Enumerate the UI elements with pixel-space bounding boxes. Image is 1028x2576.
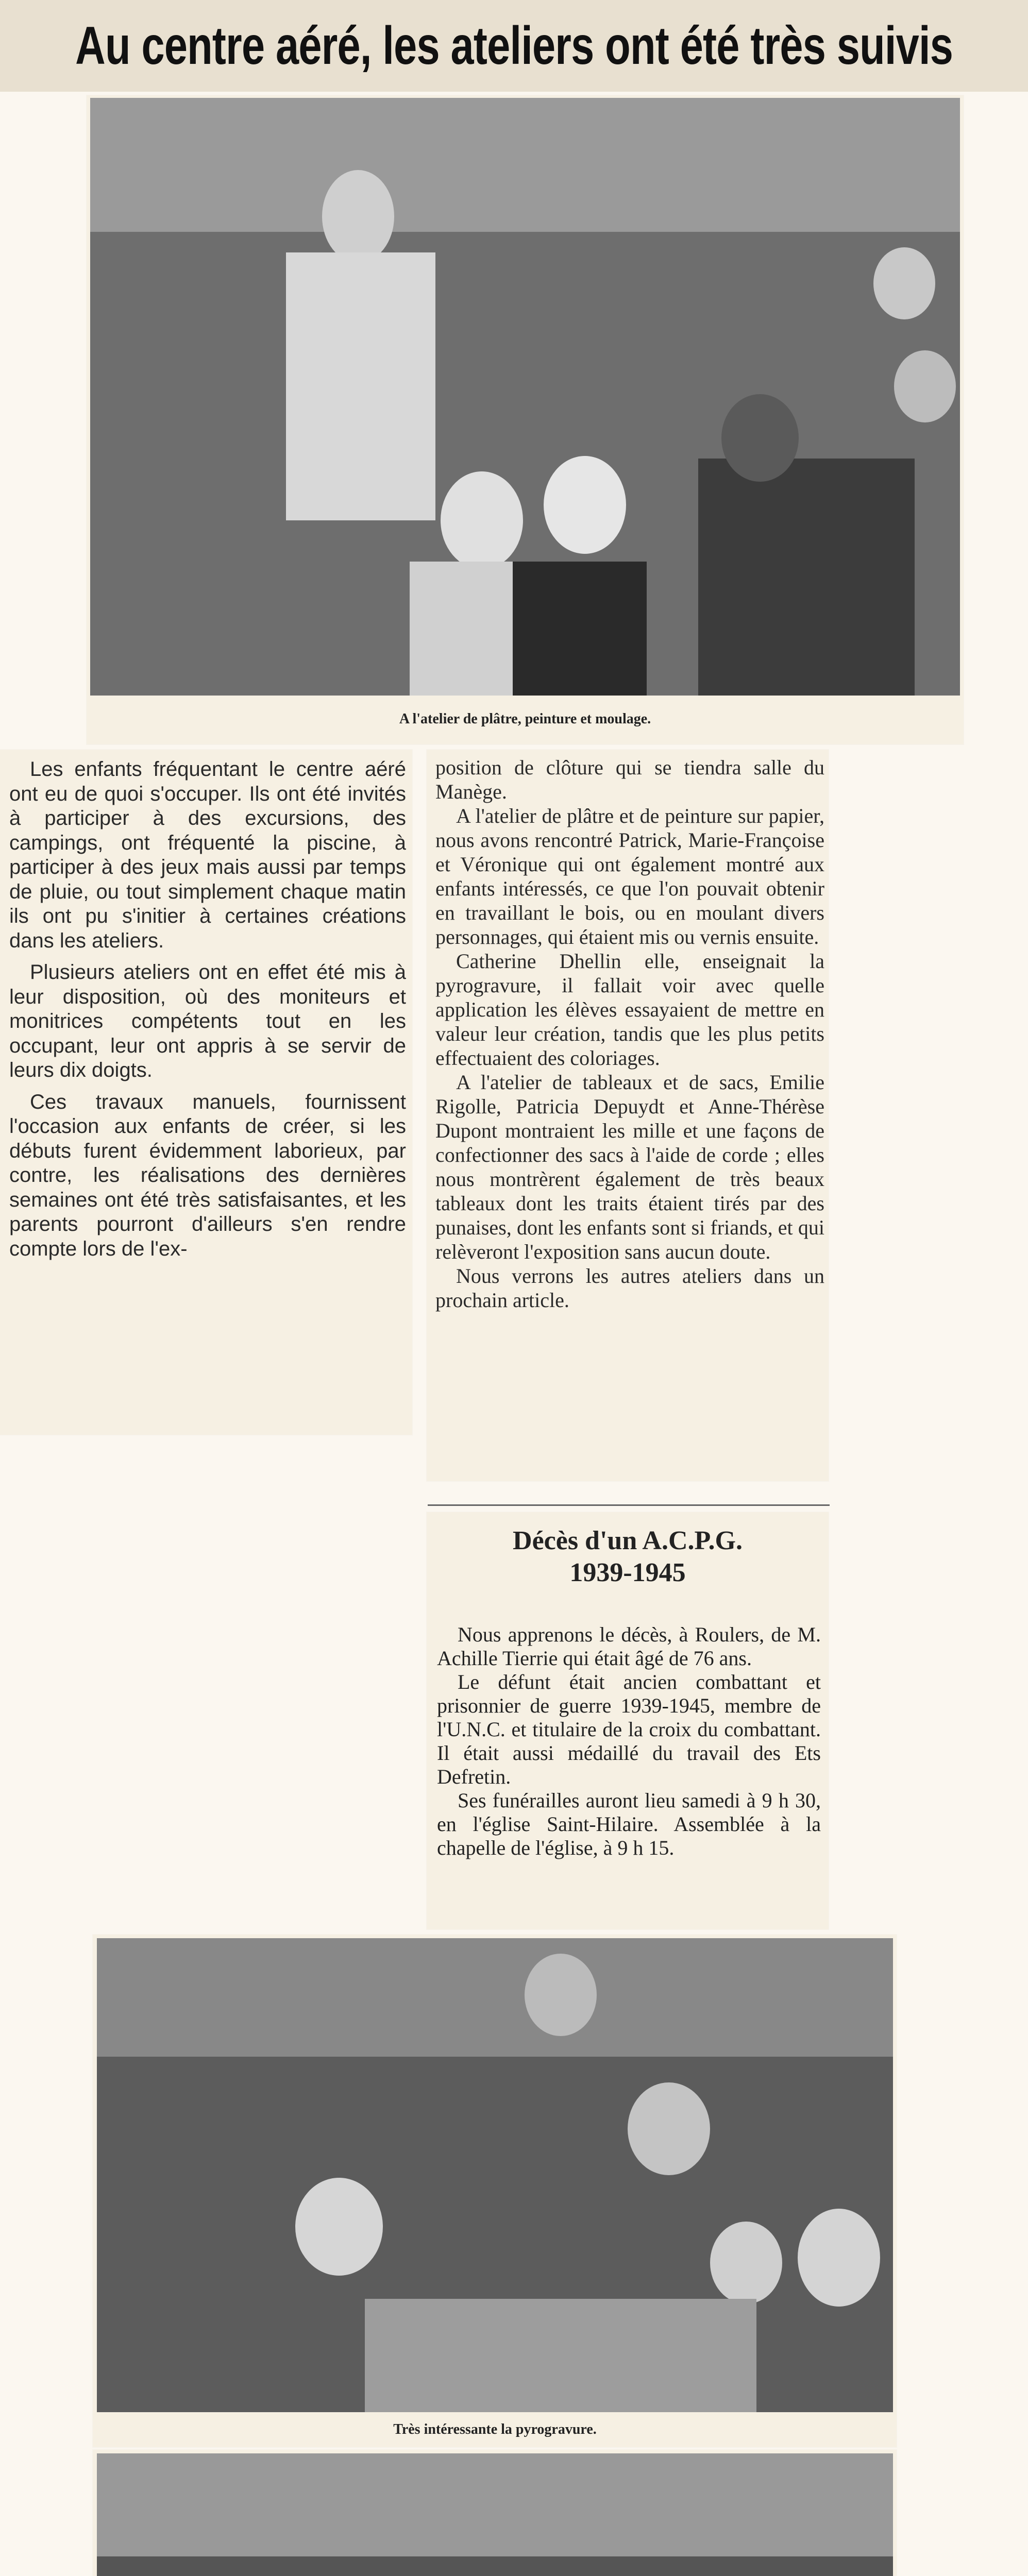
left-paragraph-1: Les enfants fréquentant le centre aéré ont eu de quoi s'occuper. Ils ont été invités à participer à des excursions, des campings, ont fréquenté la piscine, à participer à des jeux mais aussi par temps de pluie, ou tout simplement chaque matin ils ont pu s'initier à certaines créations dans les ateliers. [9, 758, 406, 952]
left-paragraph-2: Plusieurs ateliers ont en effet été mis à leur disposition, où des moniteurs et monitrices compétents tout en les occupant, leur ont appris à se servir de leurs dix doigts. [9, 961, 406, 1081]
photo-bag-workshop [97, 2453, 893, 2576]
photo-2-caption: Très intéressante la pyrogravure. [393, 2421, 597, 2437]
right-paragraph-3: Catherine Dhellin elle, enseignait la pyrogravure, il fallait voir avec quelle application les élèves essayaient de mettre en valeur leur création, tandis que les plus petits effectuaient des coloriages. [435, 950, 824, 1070]
left-paragraph-3: Ces travaux manuels, fournissent l'occasion aux enfants de créer, si les débuts furent évidemment laborieux, par contre, les réalisations des dernières semaines ont été très satisfaisantes, et les parents pourront d'ailleurs s'en rendre compte lors de l'ex- [9, 1090, 406, 1260]
photo-3-placeholder [97, 2453, 893, 2576]
photo-1-placeholder [90, 98, 960, 696]
article-left-column [9, 757, 406, 1261]
headline-text: Au centre aéré, les ateliers ont été très suivis [75, 15, 953, 76]
death-paragraph-3: Ses funérailles auront lieu samedi à 9 h 30, en l'église Saint-Hilaire. Assemblée à la chapelle de l'église, à 9 h 15. [437, 1789, 821, 1859]
article-right-column [435, 755, 824, 1312]
right-paragraph-4: A l'atelier de tableaux et de sacs, Emilie Rigolle, Patricia Depuydt et Anne-Thérèse Dupont montraient les mille et une façons de confectionner des sacs à l'aide de corde ; elles nous montrèrent également de très beaux tableaux dont les traits étaient tirés par des punaises, dont les enfants sont si friands, et qui relèveront l'exposition sans aucun doute. [435, 1071, 824, 1263]
death-notice-rule [428, 1504, 830, 1506]
photo-plaster-workshop [90, 98, 960, 696]
death-title-line1: Décès d'un A.C.P.G. [513, 1526, 743, 1555]
death-title-line2: 1939-1945 [569, 1558, 686, 1587]
right-paragraph-1: position de clôture qui se tiendra salle du Manège. [435, 756, 824, 803]
death-paragraph-1: Nous apprenons le décès, à Roulers, de M. Achille Tierrie qui était âgé de 76 ans. [437, 1623, 821, 1670]
photo-1-caption: A l'atelier de plâtre, peinture et moulage. [399, 711, 651, 727]
death-notice-body [437, 1623, 821, 1860]
right-paragraph-2: A l'atelier de plâtre et de peinture sur papier, nous avons rencontré Patrick, Marie-Françoise et Véronique qui ont également montré aux enfants intéressés, ce que l'on pouvait obtenir en travaillant le bois, ou en moulant divers personnages, qui étaient mis ou vernis ensuite. [435, 804, 824, 948]
article-headline [0, 0, 1028, 92]
photo-2-placeholder [97, 1938, 893, 2412]
death-paragraph-2: Le défunt était ancien combattant et prisonnier de guerre 1939-1945, membre de l'U.N.C. et titulaire de la croix du combattant. Il était aussi médaillé du travail des Ets Defretin. [437, 1670, 821, 1788]
right-paragraph-5: Nous verrons les autres ateliers dans un prochain article. [435, 1264, 824, 1312]
death-notice-title [427, 1525, 829, 1589]
photo-pyrography-workshop [97, 1938, 893, 2412]
